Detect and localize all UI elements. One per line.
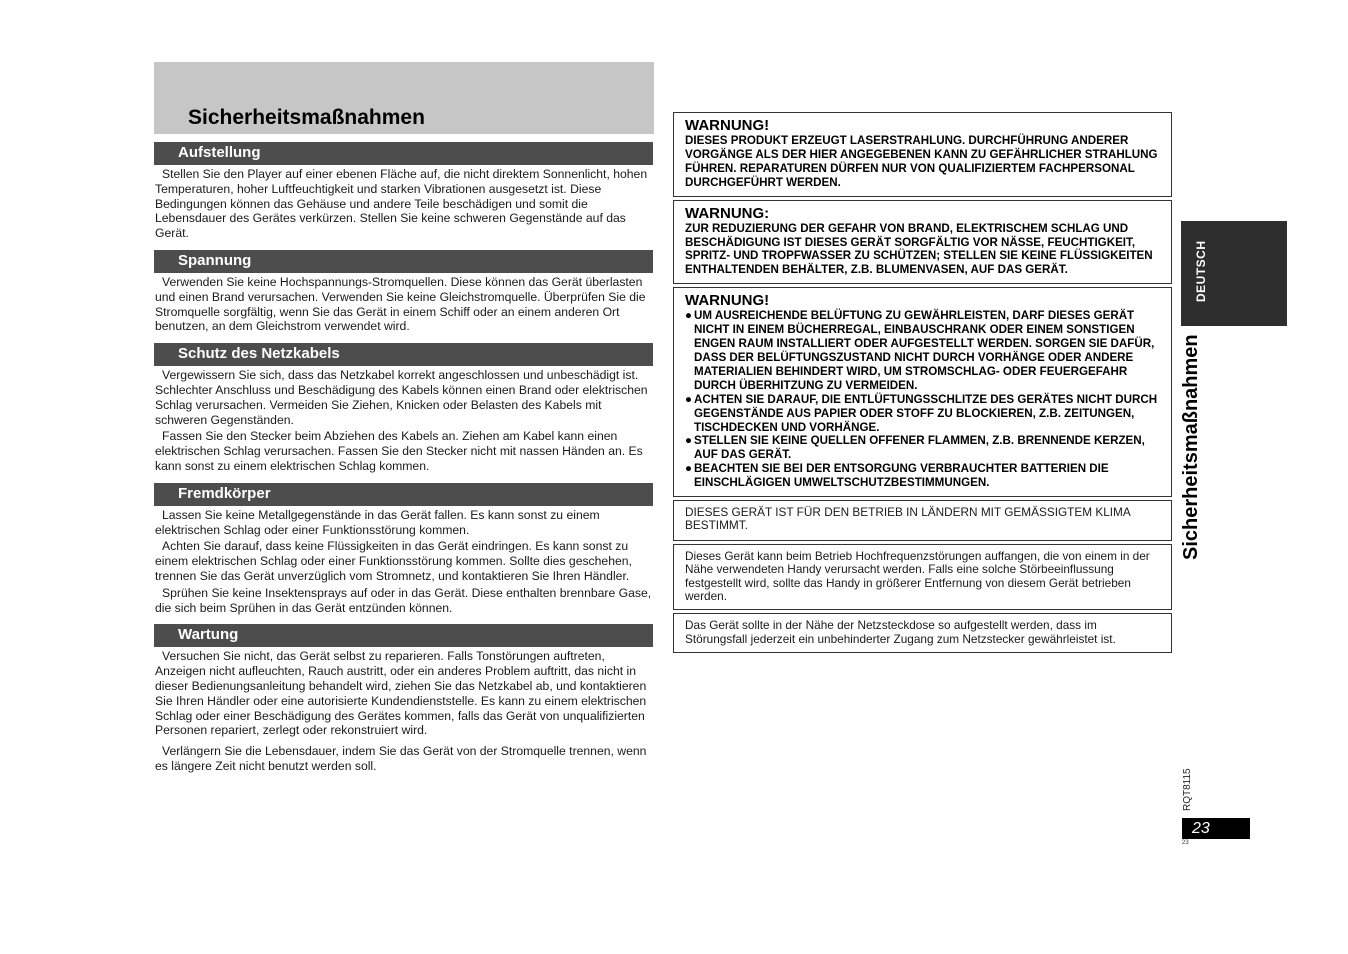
safety-sections bbox=[154, 142, 653, 774]
section-paragraph: Lassen Sie keine Metallgegenstände in das Gerät fallen. Es kann sonst zu einem elektrischen Schlag oder einer Funktionsstörung kommen. bbox=[155, 507, 600, 537]
section-aufstellung bbox=[154, 142, 653, 241]
bullet-icon: ● bbox=[685, 434, 693, 448]
note-text: Dieses Gerät kann beim Betrieb Hochfrequenzstörungen auffangen, die von einem in der Nähe verwendeten Handy verursacht werden. Falls eine solche Störbeeinflussung festgestellt wird, sollte das Handy in größerer Entfernung von diesem Gerät betrieben werden. bbox=[685, 548, 1150, 604]
section-heading: Aufstellung bbox=[154, 142, 653, 165]
section-fremdkoerper bbox=[154, 483, 653, 616]
bullet-icon: ● bbox=[685, 392, 693, 406]
warning-list bbox=[685, 309, 1160, 490]
section-paragraph: Sprühen Sie keine Insektensprays auf oder in das Gerät. Diese enthalten brennbare Gase, die sich beim Sprühen in das Gerät entzünden können. bbox=[155, 585, 652, 615]
bullet-icon: ● bbox=[685, 309, 693, 323]
warning-title: WARNUNG: bbox=[685, 204, 770, 222]
section-paragraph: Verwenden Sie keine Hochspannungs-Stromquellen. Diese können das Gerät überlasten und einen Brand verursachen. Verwenden Sie keine Gleichstromquelle. Überprüfen Sie die Stromquelle sorgfältig, wenn Sie das Gerät in einem Schiff oder an einem anderen Ort benutzen, an dem Gleichstrom verwendet wird. bbox=[155, 274, 646, 334]
document-code: RQT8115 bbox=[1182, 768, 1193, 811]
warning-title: WARNUNG! bbox=[685, 292, 770, 310]
section-paragraph: Vergewissern Sie sich, dass das Netzkabel korrekt angeschlossen und unbeschädigt ist. Schlechter Anschluss und Beschädigung des Kabels können einen Brand oder elektrischen Schlag verursachen. Vermeiden Sie Ziehen, Knicken oder Belasten des Kabels mit schweren Gegenständen. bbox=[155, 368, 648, 427]
language-label: DEUTSCH bbox=[1194, 240, 1208, 302]
section-heading: Spannung bbox=[154, 250, 653, 273]
fire-warning-box bbox=[673, 200, 1172, 285]
page-number: 23 bbox=[1192, 820, 1210, 837]
side-section-title: Sicherheitsmaßnahmen bbox=[1180, 334, 1202, 560]
warning-list-item: ● BEACHTEN SIE BEI DER ENTSORGUNG VERBRAUCHTER BATTERIEN DIE EINSCHLÄGIGEN UMWELTSCHUTZBESTIMMUNGEN. bbox=[685, 462, 1109, 490]
laser-warning-box bbox=[673, 112, 1172, 197]
climate-note-box bbox=[673, 500, 1172, 541]
warning-text: ZUR REDUZIERUNG DER GEFAHR VON BRAND, ELEKTRISCHEM SCHLAG UND BESCHÄDIGUNG IST DIESES GERÄT SORGFÄLTIG VOR NÄSSE, FEUCHTIGKEIT, SPRITZ- UND TROPFWASSER ZU SCHÜTZEN; STELLEN SIE KEINE FLÜSSIGKEITEN ENTHALTENDEN BEHÄLTER, Z.B. BLUMENVASEN, AUF DAS GERÄT. bbox=[685, 221, 1153, 277]
warning-column bbox=[673, 112, 1172, 656]
section-heading: Fremdkörper bbox=[154, 483, 653, 506]
section-paragraph: Versuchen Sie nicht, das Gerät selbst zu reparieren. Falls Tonstörungen auftreten, Anzeigen nicht aufleuchten, Rauch austritt, oder ein anderes Problem auftritt, das nicht in dieser Bedienungsanleitung behandelt wird, ziehen Sie das Netzkabel ab, und kontaktieren Sie Ihren Händler oder eine autorisierte Kundendienststelle. Es kann zu einem elektrischen Schlag oder einer Beschädigung des Gerätes kommen, falls das Gerät von unqualifizierten Personen repariert, zerlegt oder rekonstruiert wird. bbox=[155, 649, 647, 738]
warning-title: WARNUNG! bbox=[685, 117, 770, 134]
section-spannung bbox=[154, 250, 653, 334]
section-paragraph: Achten Sie darauf, dass keine Flüssigkeiten in das Gerät eindringen. Es kann sonst zu einem elektrischen Schlag oder einer Funktionsstörung kommen. Sollte dies geschehen, trennen Sie das Gerät unverzüglich vom Stromnetz, und kontaktieren Sie Ihren Händler. bbox=[155, 539, 632, 583]
warning-list-item: ● UM AUSREICHENDE BELÜFTUNG ZU GEWÄHRLEISTEN, DARF DIESES GERÄT NICHT IN EINEM BÜCHERREGAL, EINBAUSCHRANK ODER EINEM SONSTIGEN ENGEN RAUM INSTALLIERT ODER AUFGESTELLT WERDEN. SORGEN SIE DAFÜR, DASS DER BELÜFTUNGSZUSTAND NICHT DURCH VORHÄNGE ODER ANDERE MATERIALIEN BEHINDERT WIRD, UM STROMSCHLAG- ODER FEUERGEFAHR DURCH ÜBERHITZUNG ZU VERMEIDEN. bbox=[685, 309, 1155, 392]
section-paragraph: Fassen Sie den Stecker beim Abziehen des Kabels an. Ziehen am Kabel kann einen elektrischen Schlag verursachen. Fassen Sie den Stecker nicht mit nassen Händen an. Es kann sonst zu einem elektrischen Schlag kommen. bbox=[155, 429, 643, 473]
page-title: Sicherheitsmaßnahmen bbox=[188, 106, 425, 129]
plug-access-note-box bbox=[673, 613, 1172, 653]
section-paragraph: Stellen Sie den Player auf einer ebenen Fläche auf, die nicht direktem Sonnenlicht, hohen Temperaturen, hoher Luftfeuchtigkeit und starken Vibrationen ausgesetzt ist. Diese Bedingungen können das Gehäuse und andere Teile beschädigen und somit die Lebensdauer des Gerätes verkürzen. Stellen Sie keine schweren Gegenstände auf das Gerät. bbox=[155, 167, 648, 241]
ventilation-warning-box bbox=[673, 287, 1172, 497]
section-heading: Wartung bbox=[154, 624, 653, 647]
bullet-icon: ● bbox=[685, 462, 693, 476]
interference-note-box bbox=[673, 544, 1172, 611]
note-text: DIESES GERÄT IST FÜR DEN BETRIEB IN LÄNDERN MIT GEMÄSSIGTEM KLIMA BESTIMMT. bbox=[685, 505, 1131, 533]
page-number-small: 23 bbox=[1182, 840, 1189, 846]
section-paragraph: Verlängern Sie die Lebensdauer, indem Sie das Gerät von der Stromquelle trennen, wenn es längere Zeit nicht benutzt werden soll. bbox=[155, 744, 647, 773]
section-schutz-des-netzkabels bbox=[154, 343, 653, 474]
section-wartung bbox=[154, 624, 653, 773]
warning-text: DIESES PRODUKT ERZEUGT LASERSTRAHLUNG. DURCHFÜHRUNG ANDERER VORGÄNGE ALS DER HIER ANGEGEBENEN KANN ZU GEFÄHRLICHER STRAHLUNG FÜHREN. REPARATUREN DÜRFEN NUR VON QUALIFIZIERTEM FACHPERSONAL DURCHGEFÜHRT WERDEN. bbox=[685, 134, 1158, 189]
note-text: Das Gerät sollte in der Nähe der Netzsteckdose so aufgestellt werden, dass im Störungsfall jederzeit ein unbehinderter Zugang zum Netzstecker gewährleistet ist. bbox=[685, 618, 1116, 646]
warning-list-item: ● ACHTEN SIE DARAUF, DIE ENTLÜFTUNGSSCHLITZE DES GERÄTES NICHT DURCH GEGENSTÄNDE AUS PAPIER ODER STOFF ZU BLOCKIEREN, Z.B. ZEITUNGEN, TISCHDECKEN UND VORHÄNGE. bbox=[685, 392, 1158, 434]
section-heading: Schutz des Netzkabels bbox=[154, 343, 653, 366]
warning-list-item: ● STELLEN SIE KEINE QUELLEN OFFENER FLAMMEN, Z.B. BRENNENDE KERZEN, AUF DAS GERÄT. bbox=[685, 434, 1145, 462]
